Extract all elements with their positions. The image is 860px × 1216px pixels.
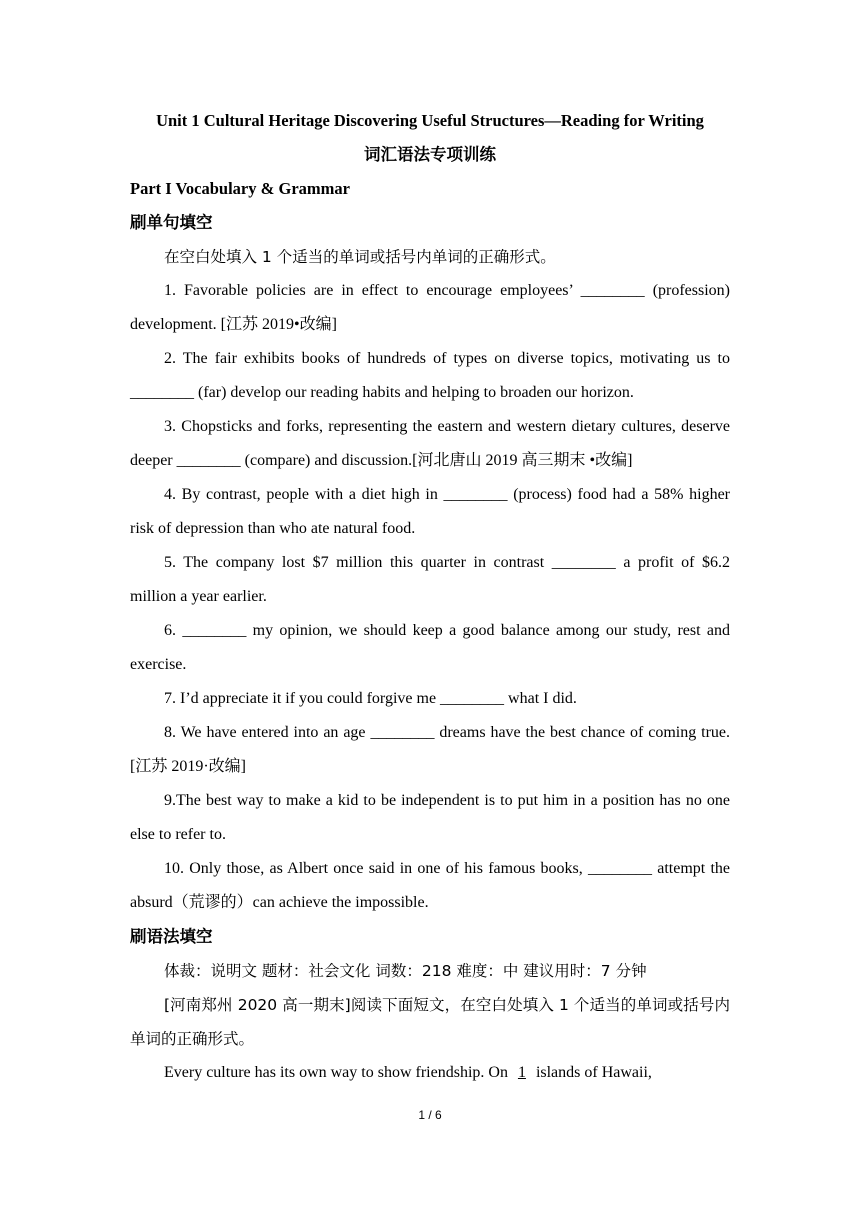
question-item: 3. Chopsticks and forks, representing the eastern and western dietary cultures, deserve deeper ________ (compare) and discussion.[河北唐山 2019 高三期末 •改编]	[130, 418, 730, 469]
question-item: 2. The fair exhibits books of hundreds of types on diverse topics, motivating us to ________ (far) develop our reading habits and helping to broaden our horizon.	[130, 350, 730, 401]
passage-text-after: islands of Hawaii,	[535, 1064, 652, 1081]
passage-paragraph	[130, 1056, 730, 1090]
page-number: 1 / 6	[418, 1108, 442, 1122]
question-item: 9.The best way to make a kid to be independent is to put him in a position has no one else to refer to.	[130, 792, 730, 843]
instruction-sentence-fill: 在空白处填入 1 个适当的单词或括号内单词的正确形式。	[164, 248, 556, 266]
question-item: 1. Favorable policies are in effect to encourage employees’ ________ (profession) development. [江苏 2019•改编]	[130, 282, 730, 333]
question-item: 8. We have entered into an age ________ dreams have the best chance of coming true. [江苏 2019·改编]	[130, 724, 730, 775]
document-subtitle: 词汇语法专项训练	[364, 145, 496, 164]
question-item: 7. I’d appreciate it if you could forgive me ________ what I did.	[164, 690, 577, 707]
passage-text-before: Every culture has its own way to show friendship. On	[164, 1064, 508, 1081]
passage-meta: 体裁：说明文 题材：社会文化 词数：218 难度：中 建议用时：7 分钟	[164, 962, 647, 980]
question-item: 4. By contrast, people with a diet high in ________ (process) food had a 58% higher risk of depression than who ate natural food.	[130, 486, 730, 537]
question-item: 10. Only those, as Albert once said in one of his famous books, ________ attempt the absurd（荒谬的）can achieve the impossible.	[130, 860, 730, 911]
question-item: 6. ________ my opinion, we should keep a good balance among our study, rest and exercise.	[130, 622, 730, 673]
section-heading-sentence-fill: 刷单句填空	[130, 213, 213, 232]
blank-number: 1	[517, 1064, 526, 1081]
document-page	[130, 104, 730, 1090]
part-heading: Part I Vocabulary & Grammar	[130, 179, 350, 198]
question-item: 5. The company lost $7 million this quarter in contrast ________ a profit of $6.2 million a year earlier.	[130, 554, 730, 605]
document-title: Unit 1 Cultural Heritage Discovering Useful Structures—Reading for Writing	[156, 111, 704, 130]
instruction-grammar-fill: [河南郑州 2020 高一期末]阅读下面短文，在空白处填入 1 个适当的单词或括号内单词的正确形式。	[130, 996, 730, 1048]
section-heading-grammar-fill: 刷语法填空	[130, 927, 213, 946]
